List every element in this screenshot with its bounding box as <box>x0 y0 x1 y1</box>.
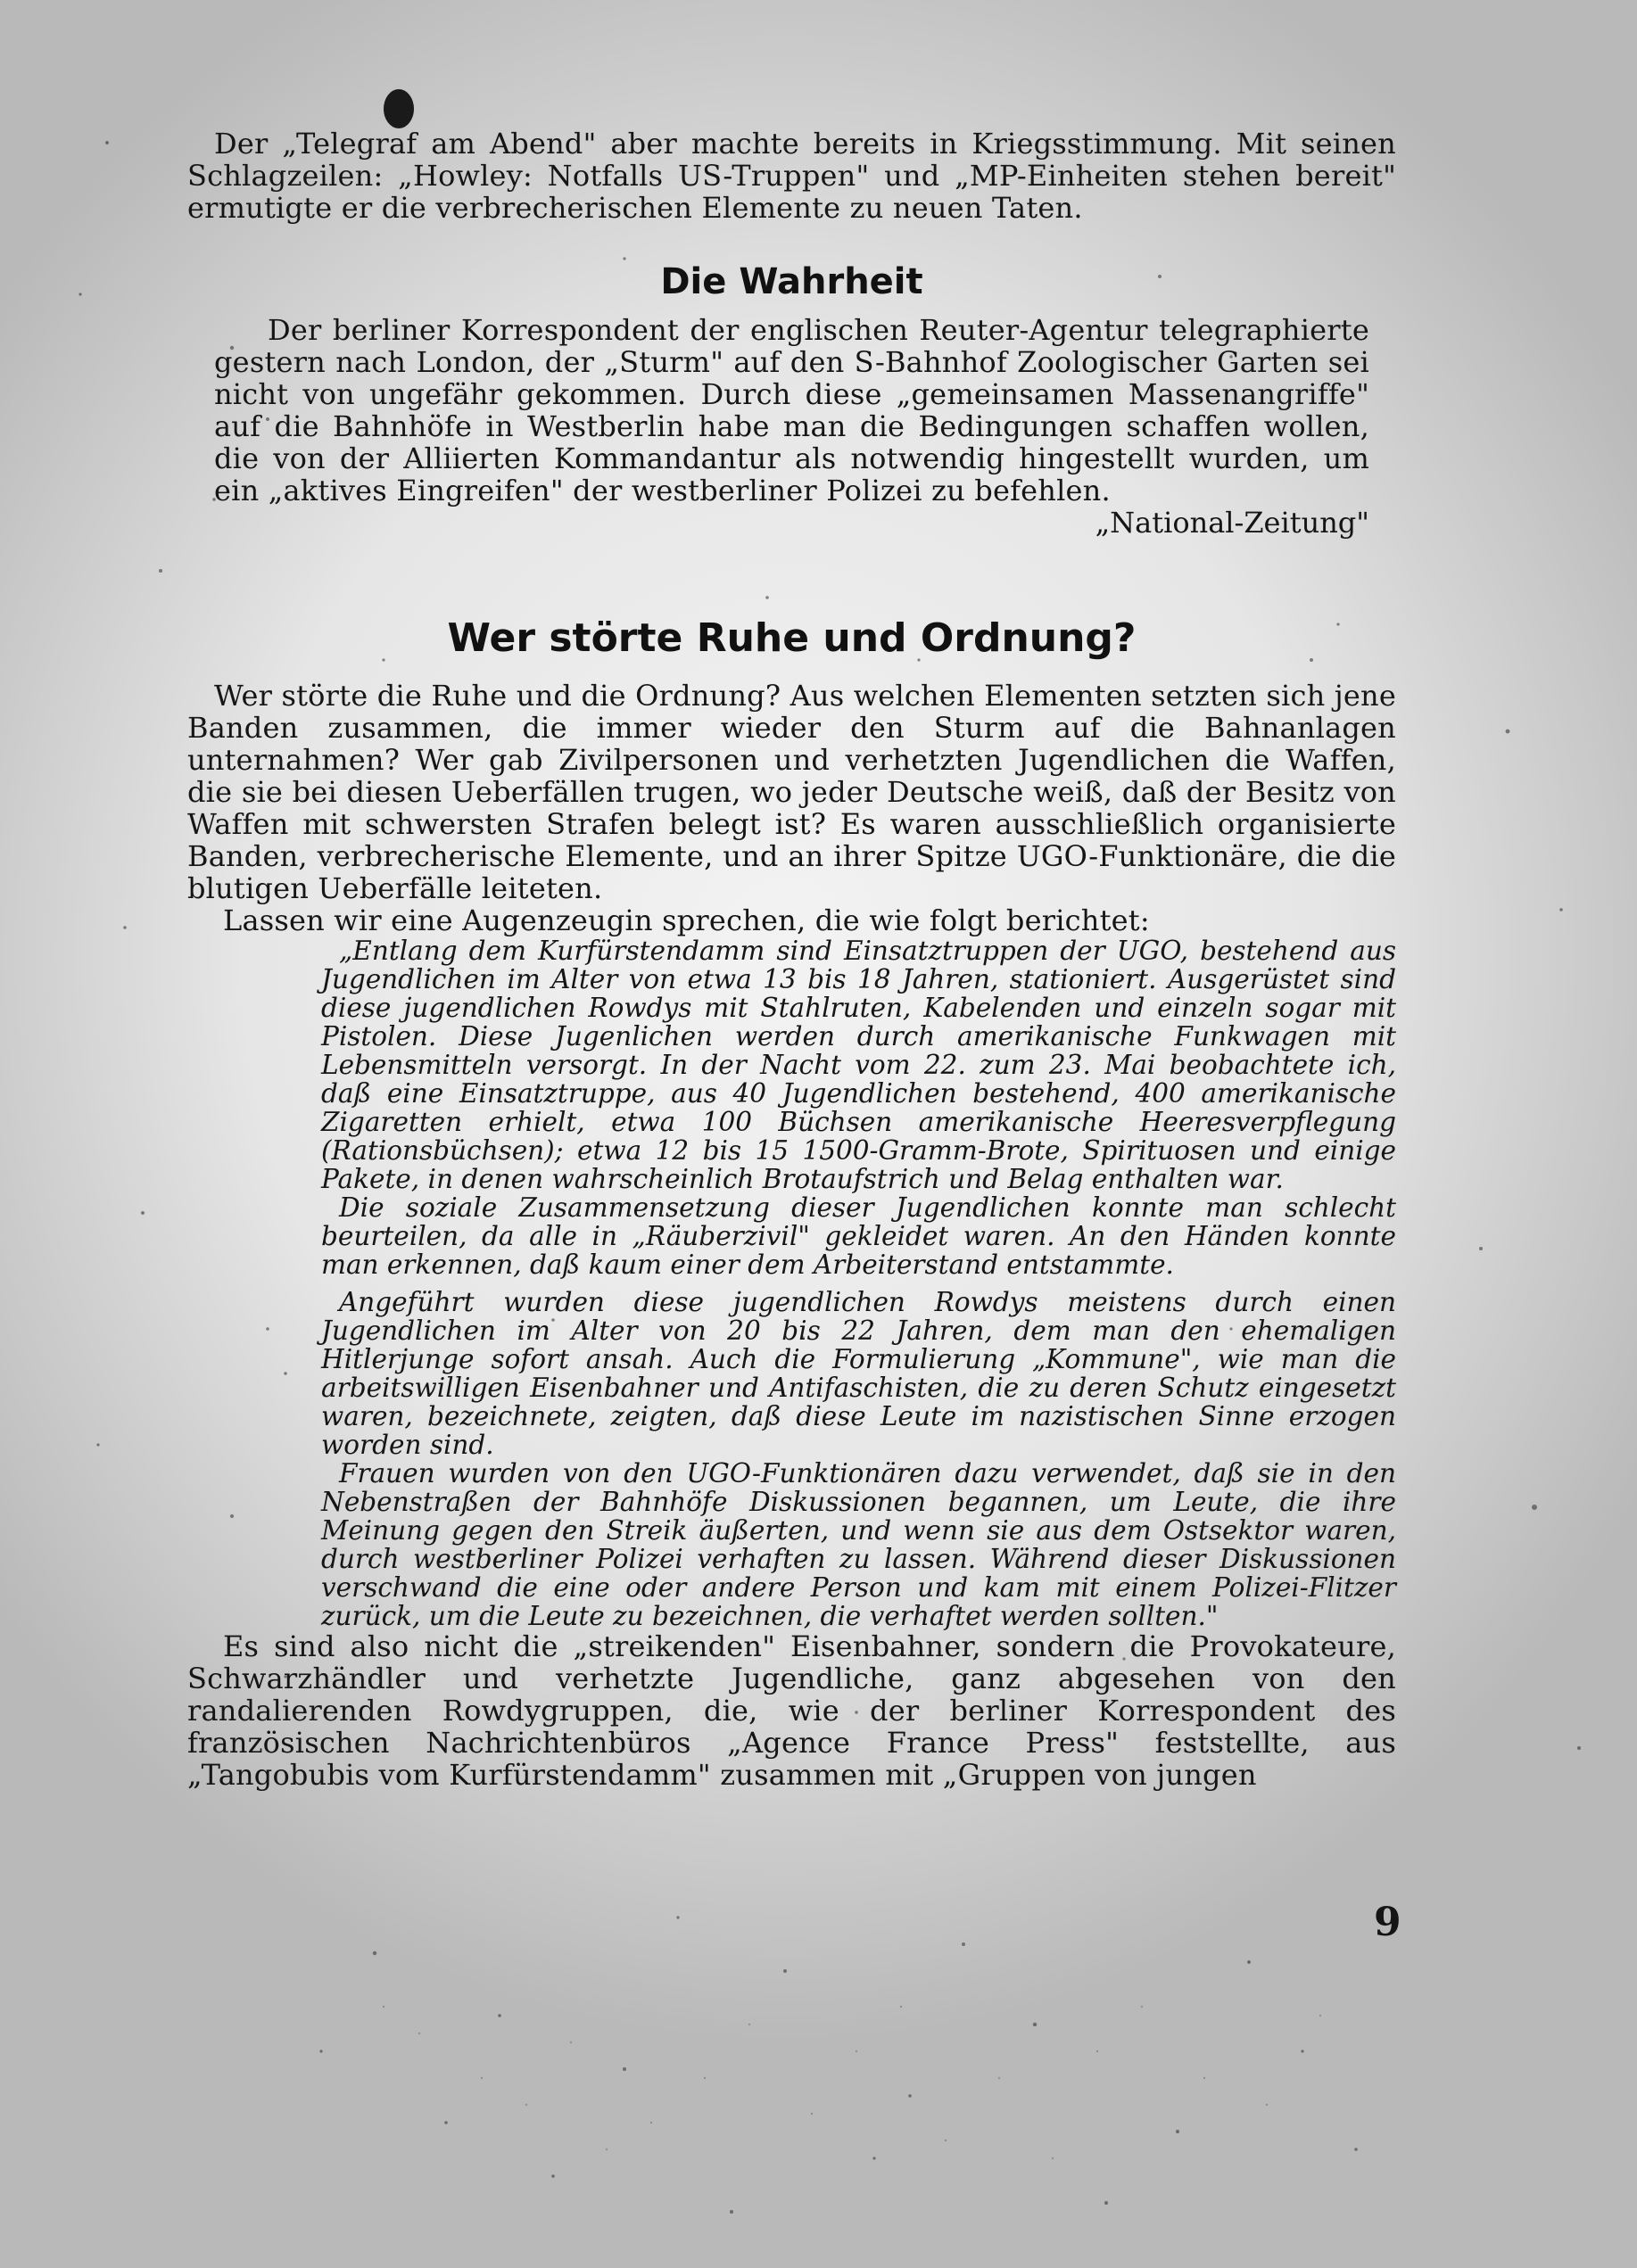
source-attribution: „National-Zeitung" <box>1095 506 1369 540</box>
section-die-wahrheit <box>187 259 1396 539</box>
paragraph-witness-intro: Lassen wir eine Augenzeugin sprechen, die wie folgt berichtet: <box>223 903 1150 937</box>
section-die-wahrheit-body: Der berliner Korrespondent der englischen Reuter-Agentur telegraphierte gestern nach London, der „Sturm" auf den S-Bahnhof Zoologischer Garten sei nicht von ungefähr gekommen. Durch diese „gemeinsamen Massenangriffe" auf die Bahnhöfe in Westberlin habe man die Bedingungen schaffen wollen, die von der Alliierten Kommandantur als notwendig hingestellt wurden, um ein „aktives Eingreifen" der westberliner Polizei zu befehlen. <box>214 313 1369 507</box>
page-number: 9 <box>1374 1900 1401 1945</box>
paragraph-conclusion: Es sind also nicht die „streikenden" Eisenbahner, sondern die Provokateure, Schwarzhändler und verhetzte Jugendliche, ganz abgesehen von den randalierenden Rowdygruppen, die, wie der berliner Korrespondent des französischen Nachrichtenbüros „Agence France Press" feststellte, aus „Tangobubis vom Kurfürstendamm" zusammen mit „Gruppen von jungen <box>187 1629 1396 1792</box>
paragraph-questions: Wer störte die Ruhe und die Ordnung? Aus welchen Elementen setzten sich jene Banden zusammen, die immer wieder den Sturm auf die Bahnanlagen unternahmen? Wer gab Zivilpersonen und verhetzten Jugendlichen die Waffen, die sie bei diesen Ueberfällen trugen, wo jeder Deutsche weiß, daß der Besitz von Waffen mit schwersten Strafen belegt ist? Es waren ausschließlich organisierte Banden, verbrecherische Elemente, und an ihrer Spitze UGO-Funktionäre, die die blutigen Ueberfälle leiteten. <box>187 679 1396 905</box>
section-heading-wer-stoerte: Wer störte Ruhe und Ordnung? <box>447 615 1137 661</box>
intro-paragraph: Der „Telegraf am Abend" aber machte bereits in Kriegsstimmung. Mit seinen Schlagzeilen: „Howley: Notfalls US-Truppen" und „MP-Einheiten stehen bereit" ermutigte er die verbrecherischen Elemente zu neuen Taten. <box>187 127 1396 225</box>
intro-block <box>187 128 1396 224</box>
quote-paragraph-4: Frauen wurden von den UGO-Funktionären dazu verwendet, daß sie in den Nebenstraßen der Bahnhöfe Diskussionen begannen, um Leute, die ihre Meinung gegen den Streik äußerten, und wenn sie aus dem Ostsektor waren, durch westberliner Polizei verhaften zu lassen. Während dieser Diskussionen verschwand die eine oder andere Person und kam mit einem Polizei-Flitzer zurück, um die Leute zu bezeichnen, die verhaftet werden sollten." <box>321 1458 1396 1631</box>
section-wer-stoerte <box>187 614 1396 1791</box>
quote-paragraph-1: „Entlang dem Kurfürstendamm sind Einsatztruppen der UGO, bestehend aus Jugendlichen im Alter von etwa 13 bis 18 Jahren, stationiert. Ausgerüstet sind diese jugendlichen Rowdys mit Stahlruten, Kabelenden und einzeln sogar mit Pistolen. Diese Jugenlichen werden durch amerikanische Funkwagen mit Lebensmitteln versorgt. In der Nacht vom 22. zum 23. Mai beobachtete ich, daß eine Einsatztruppe, aus 40 Jugendlichen bestehend, 400 amerikanische Zigaretten erhielt, etwa 100 Büchsen amerikanische Heeresverpflegung (Rationsbüchsen); etwa 12 bis 15 1500-Gramm-Brote, Spirituosen und einige Pakete, in denen wahrscheinlich Brotaufstrich und Belag enthalten war. <box>321 936 1396 1194</box>
punch-hole <box>384 89 414 128</box>
section-heading-die-wahrheit: Die Wahrheit <box>660 261 923 302</box>
quote-paragraph-3: Angeführt wurden diese jugendlichen Rowdys meistens durch einen Jugendlichen im Alter von 20 bis 22 Jahren, dem man den ehemaligen Hitlerjunge sofort ansah. Auch die Formulierung „Kommune", wie man die arbeitswilligen Eisenbahner und Antifaschisten, die zu deren Schutz eingesetzt waren, bezeichnete, zeigten, daß diese Leute im nazistischen Sinne erzogen worden sind. <box>321 1287 1396 1460</box>
witness-quote <box>187 936 1396 1630</box>
quote-paragraph-2: Die soziale Zusammensetzung dieser Jugendlichen konnte man schlecht beurteilen, da alle in „Räuberzivil" gekleidet waren. An den Händen konnte man erkennen, daß kaum einer dem Arbeiterstand entstammte. <box>321 1192 1396 1280</box>
